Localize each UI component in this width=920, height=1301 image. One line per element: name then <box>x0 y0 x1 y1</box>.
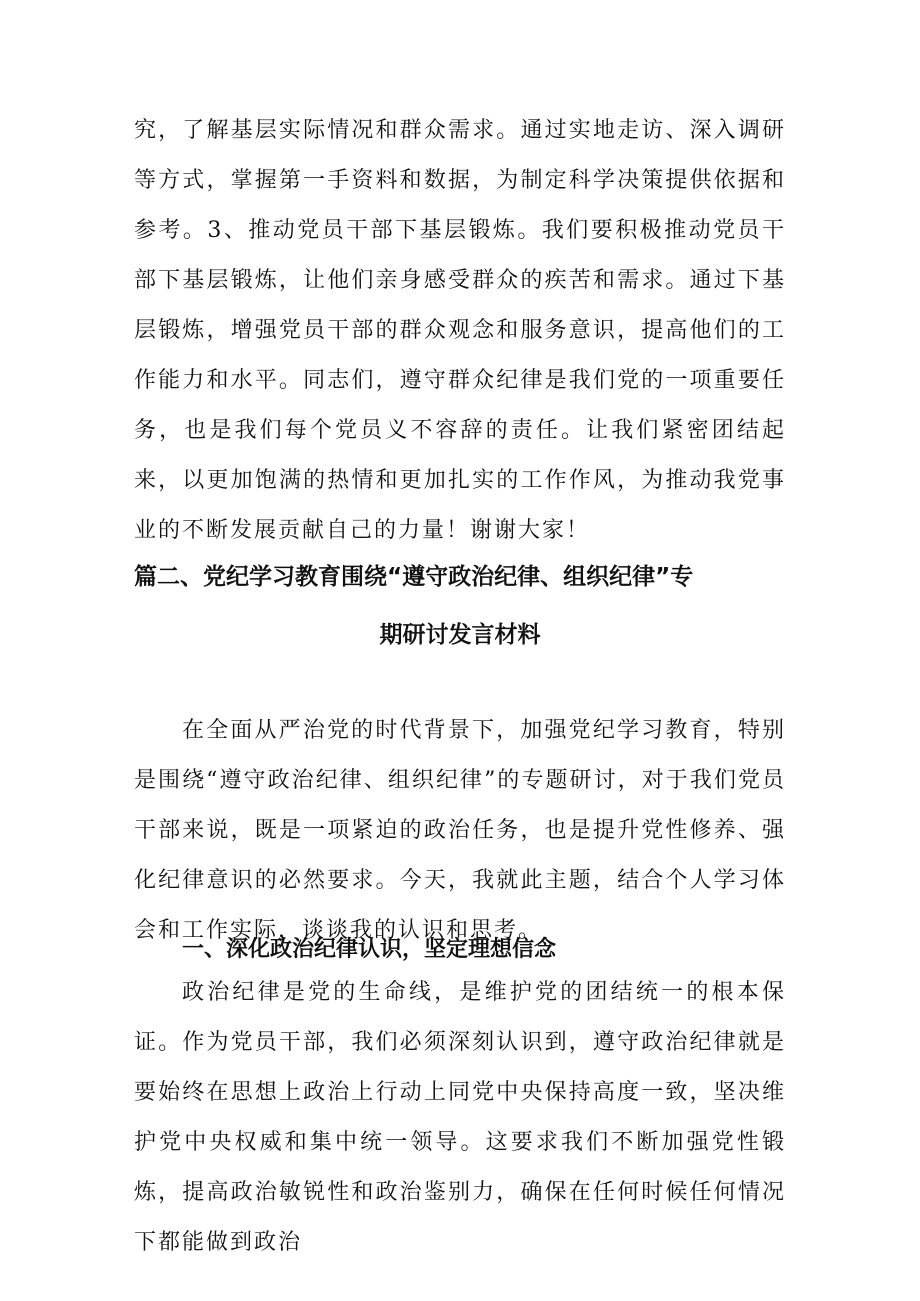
article-title-line-2: 期研讨发言材料 <box>379 622 541 648</box>
intro-paragraph: 在全面从严治党的时代背景下，加强党纪学习教育，特别是围绕“遵守政治纪律、组织纪律”的专题研讨，对于我们党员干部来说，既是一项紧迫的政治任务，也是提升党性修养、强化纪律意识的必然要求。今天，我就此主题，结合个人学习体会和工作实际，谈谈我的认识和思考。 <box>134 718 786 943</box>
continued-paragraph: 究，了解基层实际情况和群众需求。通过实地走访、深入调研等方式，掌握第一手资料和数据，为制定科学决策提供依据和参考。3、推动党员干部下基层锻炼。我们要积极推动党员干部下基层锻炼，让他们亲身感受群众的疾苦和需求。通过下基层锻炼，增强党员干部的群众观念和服务意识，提高他们的工作能力和水平。同志们，遵守群众纪律是我们党的一项重要任务，也是我们每个党员义不容辞的责任。让我们紧密团结起来，以更加饱满的热情和更加扎实的工作作风，为推动我党事业的不断发展贡献自己的力量！谢谢大家！ <box>134 118 786 543</box>
section-heading: 一、深化政治纪律认识，坚定理想信念 <box>182 937 557 962</box>
article-title-line-1: 篇二、党纪学习教育围绕“遵守政治纪律、组织纪律”专 <box>134 564 694 590</box>
section-paragraph: 政治纪律是党的生命线，是维护党的团结统一的根本保证。作为党员干部，我们必须深刻认识到，遵守政治纪律就是要始终在思想上政治上行动上同党中央保持高度一致，坚决维护党中央权威和集中统一领导。这要求我们不断加强党性锻炼，提高政治敏锐性和政治鉴别力，确保在任何时候任何情况下都能做到政治 <box>134 980 786 1255</box>
